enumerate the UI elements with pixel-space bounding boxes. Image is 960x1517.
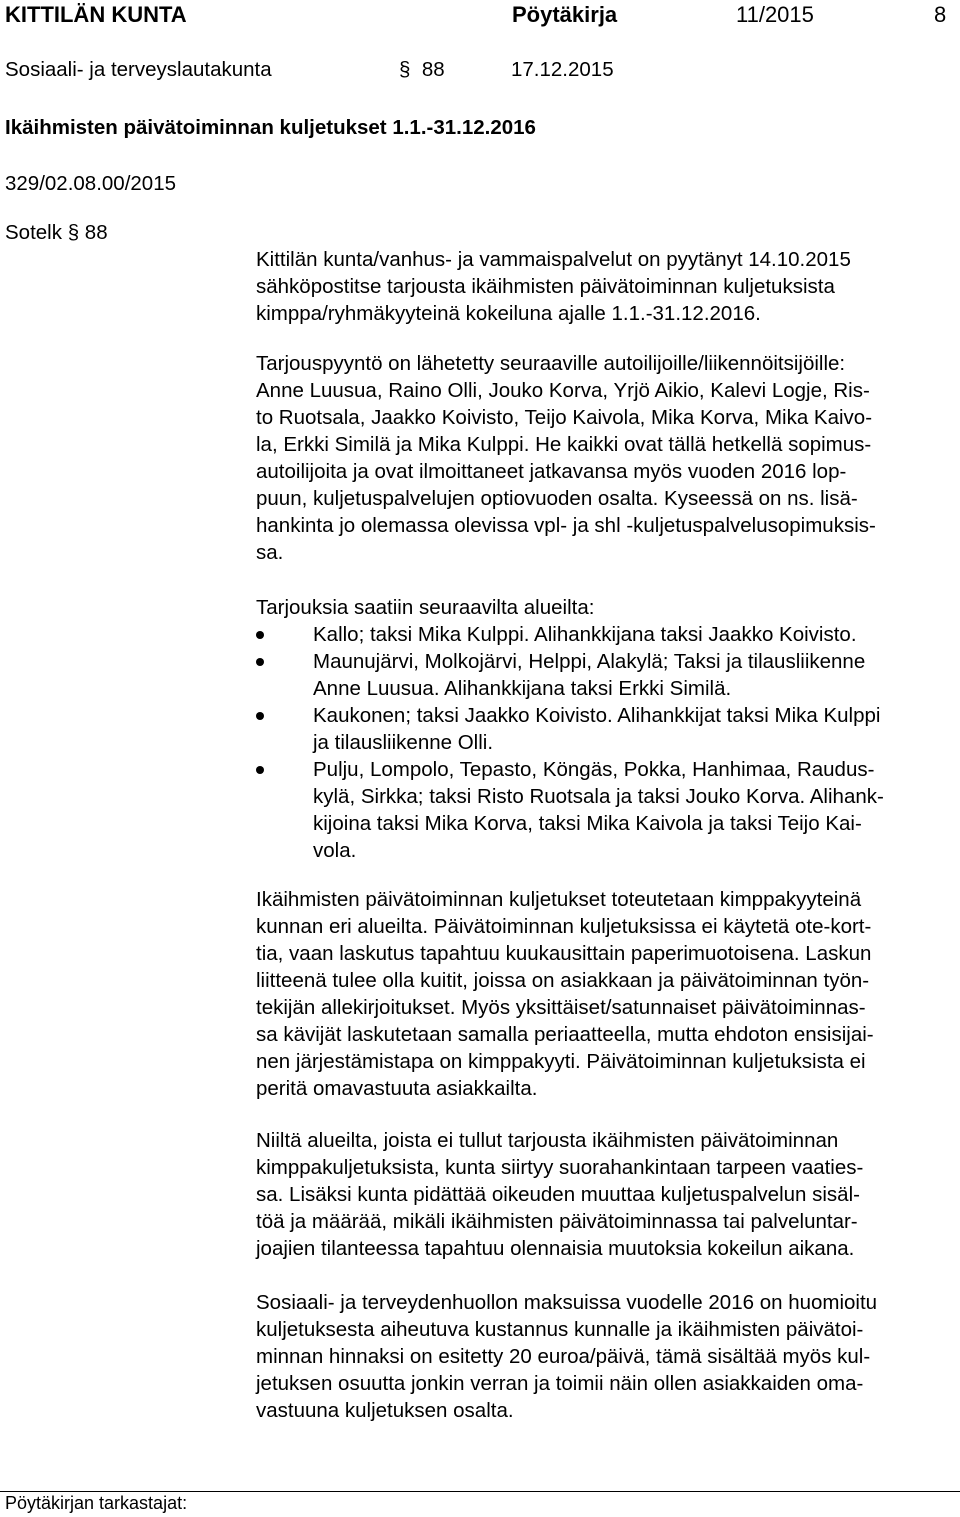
page-number: 8 [934,2,947,27]
list-item-line: Maunujärvi, Molkojärvi, Helppi, Alakylä; Taksi ja tilausliikenne [313,650,866,673]
footer-label: Pöytäkirjan tarkastajat: [5,1493,188,1513]
board-name: Sosiaali- ja terveyslautakunta [5,58,272,81]
paragraph-line: liitteenä tulee olla kuitit, joissa on asiakkaan ja päivätoiminnan työn- [256,969,870,992]
offers-intro: Tarjouksia saatiin seuraavilta alueilta: [256,596,595,619]
meeting-paragraph [399,56,445,83]
topic-title: Ikäihmisten päivätoiminnan kuljetukset 1.1.-31.12.2016 [5,116,536,139]
paragraph-line: kunnan eri alueilta. Päivätoiminnan kuljetuksissa ei käytetä ote-kort- [256,915,872,938]
paragraph-5 [256,1289,956,1424]
paragraph-line: peritä omavastuuta asiakkailta. [256,1077,538,1100]
bullet-icon [256,631,264,639]
list-item-line: kylä, Sirkka; taksi Risto Ruotsala ja taksi Jouko Korva. Alihank- [313,785,884,808]
list-item-line: Pulju, Lompolo, Tepasto, Köngäs, Pokka, Hanhimaa, Raudus- [313,758,875,781]
meeting-date: 17.12.2015 [511,58,614,81]
paragraph-line: la, Erkki Similä ja Mika Kulppi. He kaikki ovat tällä hetkellä sopimus- [256,433,872,456]
paragraph-line: minnan hinnaksi on esitetty 20 euroa/päivä, tämä sisältää myös kul- [256,1345,871,1368]
paragraph-line: tia, vaan laskutus tapahtuu kuukausittain paperimuotoisena. Laskun [256,942,872,965]
organization-name: KITTILÄN KUNTA [5,2,187,27]
paragraph-line: jetuksen osuutta jonkin verran ja toimii näin ollen asiakkaiden oma- [256,1372,864,1395]
paragraph-line: vastuuna kuljetuksen osalta. [256,1399,514,1422]
paragraph-4 [256,1127,956,1262]
paragraph-line: sa kävijät laskutetaan samalla periaatteella, mutta ehdoton ensisijai- [256,1023,874,1046]
offers-list [256,621,956,864]
document-type: Pöytäkirja [512,2,618,27]
list-item [256,756,956,864]
list-item-line: Kallo; taksi Mika Kulppi. Alihankkijana taksi Jaakko Koivisto. [313,623,857,646]
section-symbol: § [67,221,80,244]
list-item [256,702,956,756]
document-number: 11/2015 [736,2,814,27]
paragraph-line: puun, kuljetuspalvelujen optiovuoden osalta. Kyseessä on ns. lisä- [256,487,858,510]
paragraph-line: Niiltä alueilta, joista ei tullut tarjousta ikäihmisten päivätoiminnan [256,1129,839,1152]
list-item [256,648,956,702]
paragraph-line: autoilijoita ja ovat ilmoittaneet jatkavansa myös vuoden 2016 lop- [256,460,847,483]
list-item-line: ja tilausliikenne Olli. [313,731,494,754]
list-item-line: vola. [313,839,357,862]
section-symbol: § [399,58,411,81]
paragraph-line: nen järjestämistapa on kimppakyyti. Päivätoiminnan kuljetuksista ei [256,1050,866,1073]
list-item-line: Kaukonen; taksi Jaakko Koivisto. Alihankkijat taksi Mika Kulppi [313,704,881,727]
bullet-icon [256,766,264,774]
paragraph-2 [256,350,956,566]
paragraph-3 [256,886,956,1102]
paragraph-line: Kittilän kunta/vanhus- ja vammaispalvelut on pyytänyt 14.10.2015 [256,248,851,271]
paragraph-line: kimppakuljetuksista, kunta siirtyy suorahankintaan tarpeen vaaties- [256,1156,864,1179]
paragraph-line: sähköpostitse tarjousta ikäihmisten päivätoiminnan kuljetuksista [256,275,835,298]
paragraph-line: kimppa/ryhmäkyyteinä kokeiluna ajalle 1.1.-31.12.2016. [256,302,761,325]
paragraph-line: Sosiaali- ja terveydenhuollon maksuissa vuodelle 2016 on huomioitu [256,1291,878,1314]
paragraph-line: sa. [256,541,284,564]
paragraph-line: kuljetuksesta aiheutuva kustannus kunnalle ja ikäihmisten päivätoi- [256,1318,864,1341]
paragraph-line: töä ja määrää, mikäli ikäihmisten päivätoiminnassa tai palveluntar- [256,1210,858,1233]
list-item [256,621,956,648]
section-label: Sotelk § 88 [5,221,108,244]
paragraph-line: Anne Luusua, Raino Olli, Jouko Korva, Yrjö Aikio, Kalevi Logje, Ris- [256,379,870,402]
paragraph-line: Tarjouspyyntö on lähetetty seuraaville autoilijoille/liikennöitsijöille: [256,352,846,375]
bullet-icon [256,658,264,666]
reference-number: 329/02.08.00/2015 [5,172,176,195]
paragraph-1 [256,246,956,327]
paragraph-line: tekijän allekirjoitukset. Myös yksittäiset/satunnaiset päivätoiminnas- [256,996,866,1019]
paragraph-line: sa. Lisäksi kunta pidättää oikeuden muuttaa kuljetuspalvelun sisäl- [256,1183,860,1206]
bullet-icon [256,712,264,720]
paragraph-line: Ikäihmisten päivätoiminnan kuljetukset toteutetaan kimppakyyteinä [256,888,862,911]
paragraph-line: joajien tilanteessa tapahtuu olennaisia muutoksia kokeilun aikana. [256,1237,855,1260]
paragraph-line: to Ruotsala, Jaakko Koivisto, Teijo Kaivola, Mika Korva, Mika Kaivo- [256,406,873,429]
paragraph-number: 88 [421,58,445,81]
list-item-line: Anne Luusua. Alihankkijana taksi Erkki Similä. [313,677,732,700]
list-item-line: kijoina taksi Mika Korva, taksi Mika Kaivola ja taksi Teijo Kai- [313,812,862,835]
paragraph-line: hankinta jo olemassa olevissa vpl- ja shl -kuljetuspalvelusopimuksis- [256,514,876,537]
